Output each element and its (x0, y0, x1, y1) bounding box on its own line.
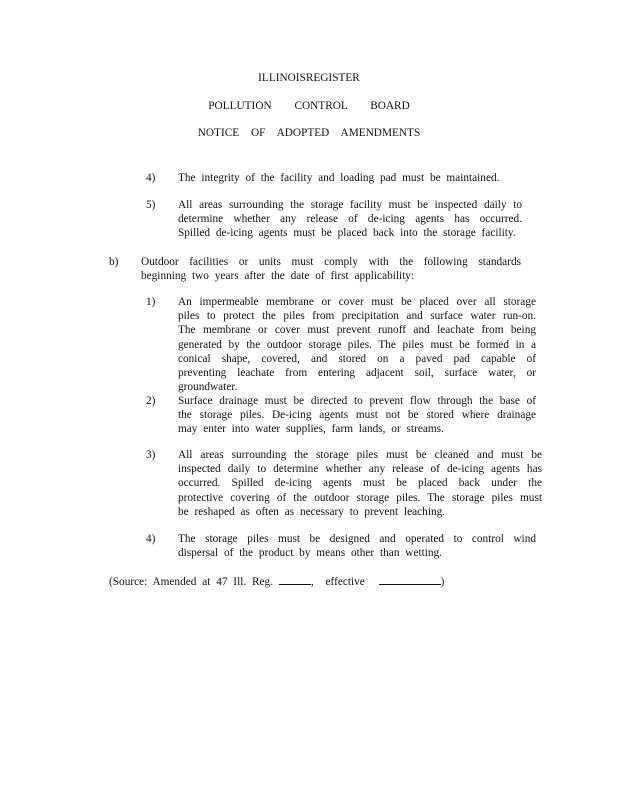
item-number: 1) (146, 296, 156, 308)
register-title: ILLINOISREGISTER (258, 72, 360, 84)
item-number: 4) (146, 172, 156, 184)
item-number: 3) (146, 449, 156, 461)
source-prefix: (Source: Amended at 47 Ill. Reg. (109, 576, 274, 588)
item-text: An impermeable membrane or cover must be placed over all storage piles to protect the piles from precipitation and surface water run-on. The membrane or cover must prevent runoff and leachate from being generated by the outdoor storage piles. The piles must be formed in a conical shape, covered, and stored on a paved pad capable of preventing leachate from entering adjacent soil, surface water, or groundwater. (178, 296, 536, 394)
board-title: POLLUTION CONTROL BOARD (208, 100, 410, 112)
source-effective: effective (325, 576, 365, 588)
item-text: The integrity of the facility and loading pad must be maintained. (178, 172, 500, 184)
notice-title: NOTICE OF ADOPTED AMENDMENTS (197, 127, 421, 139)
effective-date-blank (379, 573, 441, 585)
item-number: 5) (146, 199, 156, 211)
item-text: All areas surrounding the storage facility must be inspected daily to determine whether any release of de-icing agents has occurred. Spilled de-icing agents must be placed back into the storage facility. (178, 199, 522, 240)
item-text: Surface drainage must be directed to prevent flow through the base of the storage piles. De-icing agents must not be stored where drainage may enter into water supplies, farm lands, or streams. (178, 395, 536, 436)
source-comma: , (310, 576, 314, 588)
item-number: 2) (146, 395, 156, 407)
source-note (109, 573, 444, 588)
item-number: 4) (146, 533, 156, 545)
volume-blank (279, 573, 311, 585)
section-text: Outdoor facilities or units must comply with the following standards beginning two years after the date of first applicability: (141, 256, 521, 283)
source-suffix: ) (440, 576, 445, 588)
item-text: All areas surrounding the storage piles must be cleaned and must be inspected daily to determine whether any release of de-icing agents has occurred. Spilled de-icing agents must be placed back under the protective covering of the outdoor storage piles. The storage piles must be reshaped as often as necessary to prevent leaching. (178, 449, 542, 518)
item-text: The storage piles must be designed and operated to control wind dispersal of the product by means other than wetting. (178, 533, 536, 560)
section-label: b) (109, 256, 119, 268)
